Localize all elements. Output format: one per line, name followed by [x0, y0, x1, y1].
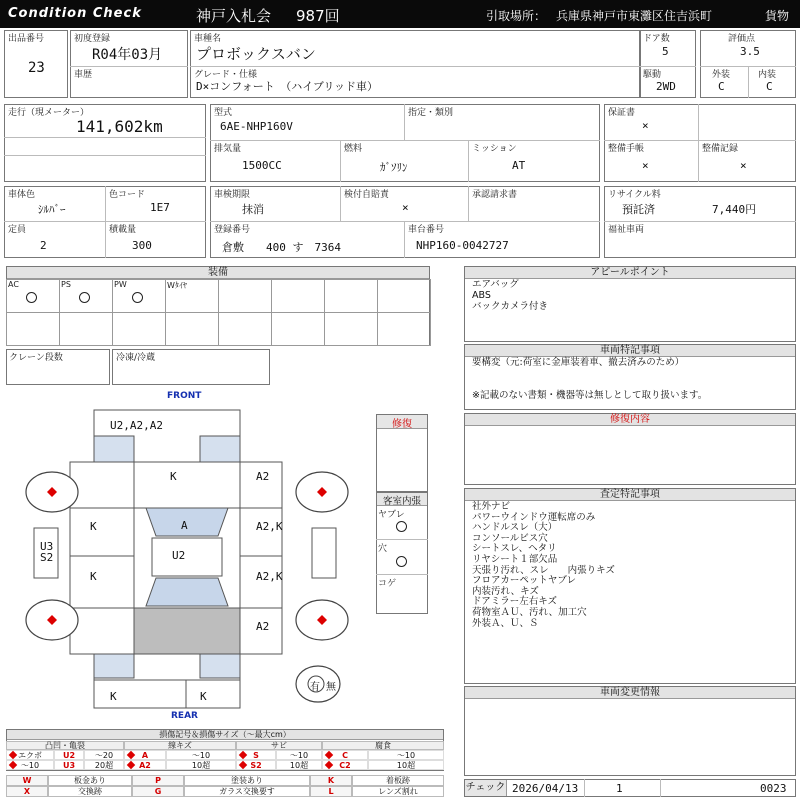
right-front-fender-damage: A2	[256, 470, 270, 483]
color-value: ｼﾙﾊﾞｰ	[38, 203, 66, 216]
special-lines	[472, 357, 707, 401]
legend-title: 損傷記号＆損傷サイズ（〜最大cm）	[7, 730, 443, 740]
history-label: 車歴	[74, 70, 93, 80]
legend-cell: U3	[54, 760, 84, 770]
front-label: FRONT	[167, 391, 202, 401]
equipment-label: PS	[61, 280, 71, 289]
int-label: 内装	[758, 70, 777, 80]
model-value: プロボックスバン	[196, 45, 316, 63]
record-value: ×	[740, 159, 747, 172]
legend-cell: U2	[54, 750, 84, 760]
mileage-value: 141,602km	[76, 117, 163, 136]
lot-label: 出品番号	[8, 34, 45, 44]
recycle-label: リサイクル料	[608, 190, 661, 200]
doors-value: 5	[662, 45, 669, 58]
special-line	[472, 368, 707, 379]
recycle-value: 7,440円	[712, 203, 757, 216]
grade-value: D×コンフォート （ハイブリッド車）	[196, 80, 378, 93]
score-label: 評価点	[728, 34, 756, 44]
assessment-line: ハンドルスレ（大）	[472, 522, 558, 534]
code-legend-cell: 板金あり	[48, 775, 132, 786]
code-legend-cell: X	[6, 786, 48, 797]
legend-cell: C	[322, 750, 368, 760]
displacement-value: 1500CC	[242, 159, 282, 172]
first-reg-label: 初度登録	[74, 34, 111, 44]
assessment-line: ドアミラー左右キズ	[472, 596, 558, 608]
change-title: 車両変更情報	[465, 687, 795, 699]
appeal-line: エアバッグ	[472, 279, 519, 290]
equipment-title: 装備	[7, 267, 429, 279]
repair-box-title: 修復	[377, 415, 427, 429]
score-value: 3.5	[740, 45, 760, 58]
legend-cell: 10超	[368, 760, 444, 770]
legend-cell: 〜10	[166, 750, 236, 760]
rear-right-damage: K	[200, 690, 207, 703]
brand: Condition Check	[8, 6, 142, 21]
equipment-label: Wﾀｲﾔ	[167, 281, 187, 290]
check-num: 1	[616, 782, 623, 795]
legend-cell: 10超	[166, 760, 236, 770]
front-bumper-damage: U2,A2,A2	[110, 419, 163, 432]
grade-label: グレード・仕様	[194, 70, 258, 80]
equipment-present-icon	[79, 292, 90, 306]
equipment-cell	[59, 312, 113, 346]
welfare-label: 福祉車両	[608, 225, 645, 235]
cabin-ana-circle	[396, 556, 407, 570]
spare-tire-none: 無	[326, 682, 336, 693]
record-label: 整備記録	[702, 144, 739, 154]
right-rear-quarter-damage: A2	[256, 620, 270, 633]
manual-value: ×	[642, 159, 649, 172]
code-legend-cell: G	[132, 786, 184, 797]
legend-group: 線キズ	[124, 741, 236, 750]
doors-label: ドア数	[643, 34, 670, 44]
cabin-koge: コゲ	[378, 579, 397, 589]
legend-cell: A2	[124, 760, 166, 770]
assessment-line: フロアカーペットヤブレ	[472, 575, 577, 587]
first-reg-value: R04年03月	[92, 47, 163, 63]
rear-label: REAR	[171, 711, 198, 721]
code-legend-cell: ガラス交換要す	[184, 786, 310, 797]
legend-cell: 〜20	[84, 750, 124, 760]
equipment-cell	[377, 312, 431, 346]
equipment-cell	[271, 312, 325, 346]
approval-label: 承認請求書	[472, 190, 518, 200]
pickup-place: 兵庫県神戸市東灘区住吉浜町	[556, 9, 713, 23]
code-legend-cell: L	[310, 786, 352, 797]
capacity-value: 2	[40, 239, 47, 252]
right-rear-door-damage: A2,K	[256, 570, 283, 583]
code-legend-cell: レンズ割れ	[352, 786, 444, 797]
code-legend-cell: K	[310, 775, 352, 786]
equipment-present-icon	[132, 292, 143, 306]
colorcode-label: 色コード	[109, 190, 146, 200]
cabin-yabure: ヤブレ	[378, 510, 405, 520]
fuel-value: ｶﾞｿﾘﾝ	[380, 161, 408, 174]
capacity-label: 定員	[8, 225, 27, 235]
hood-damage: K	[170, 470, 177, 483]
equipment-cell	[165, 312, 219, 346]
legend-cell: 〜10	[6, 760, 54, 770]
inspection-label: 車検期限	[214, 190, 251, 200]
legend-group: サビ	[236, 741, 322, 750]
mileage-label: 走行（現メーター）	[8, 108, 90, 118]
appeal-line: ABS	[472, 290, 491, 301]
code-legend-cell: 交換跡	[48, 786, 132, 797]
inspection-value: 抹消	[242, 203, 264, 216]
cabin-title: 客室内張	[377, 493, 427, 506]
rear-left-damage: K	[110, 690, 117, 703]
equipment-label: AC	[8, 280, 19, 289]
warranty-value: ×	[642, 119, 649, 132]
left-front-door-damage: K	[90, 520, 97, 533]
ext-label: 外装	[712, 70, 731, 80]
assessment-line: 社外ナビ	[472, 501, 511, 512]
legend-group: 凸凹・亀裂	[6, 741, 124, 750]
liability-label: 検付自賠責	[344, 190, 390, 200]
liability-value: ×	[402, 201, 409, 214]
assessment-line: コンソールビス穴	[472, 532, 548, 544]
assessment-line: 荷物室ＡＵ、汚れ、加工穴	[472, 606, 587, 618]
right-front-door-damage: A2,K	[256, 520, 283, 533]
special-line: 要構変（元:荷室に金庫装着車、撤去済みのため）	[472, 357, 685, 368]
equipment-cell	[324, 279, 378, 313]
fuel-label: 燃料	[344, 144, 363, 154]
code-legend-cell: 着板跡	[352, 775, 444, 786]
assessment-title: 査定特記事項	[465, 489, 795, 501]
assessment-line: 外装Ａ、Ｕ、Ｓ	[472, 617, 539, 629]
check-label: チェック	[465, 780, 507, 796]
equipment-present-icon	[26, 292, 37, 306]
left-side-damage: U3 S2	[40, 540, 54, 564]
equipment-label: PW	[114, 280, 127, 289]
assessment-line: パワーウインドウ運転席のみ	[472, 511, 596, 523]
legend-cell: C2	[322, 760, 368, 770]
auction-number: 987回	[296, 7, 340, 25]
regno-label: 登録番号	[214, 225, 251, 235]
assessment-lines	[472, 502, 615, 629]
legend-cell: エクボ	[6, 750, 54, 760]
type-label: 型式	[214, 108, 233, 118]
legend-cell: 10超	[276, 760, 322, 770]
special-line	[472, 379, 707, 390]
repair-title: 修復内容	[465, 414, 795, 426]
windshield-damage: A	[181, 519, 188, 532]
ext-value: C	[718, 80, 725, 93]
equipment-cell	[271, 279, 325, 313]
manual-label: 整備手帳	[608, 144, 645, 154]
type-value: 6AE-NHP160V	[220, 120, 293, 133]
mission-label: ミッション	[472, 144, 517, 154]
recycle-status: 預託済	[622, 203, 655, 216]
load-value: 300	[132, 239, 152, 252]
designation-label: 指定・類別	[408, 108, 454, 118]
change-panel	[464, 686, 796, 776]
load-label: 積載量	[109, 225, 137, 235]
appeal-line: バックカメラ付き	[472, 301, 549, 312]
legend-cell: 20超	[84, 760, 124, 770]
cabin-ana: 穴	[378, 544, 388, 554]
color-label: 車体色	[8, 190, 36, 200]
check-date: 2026/04/13	[512, 782, 579, 795]
drive-label: 駆動	[643, 70, 662, 80]
drive-value: 2WD	[656, 80, 676, 93]
lot-value: 23	[28, 60, 45, 76]
legend-cell: 〜10	[368, 750, 444, 760]
chassis-value: NHP160-0042727	[416, 239, 509, 252]
equipment-cell	[6, 312, 60, 346]
code-legend-cell: 塗装あり	[184, 775, 310, 786]
regno-value: 倉敷 400 す 7364	[222, 241, 341, 254]
appeal-title: アピールポイント	[465, 267, 795, 279]
special-title: 車両特記事項	[465, 345, 795, 357]
legend-cell: A	[124, 750, 166, 760]
equipment-cell	[112, 312, 166, 346]
warranty-label: 保証書	[608, 108, 636, 118]
code-legend-cell: P	[132, 775, 184, 786]
displacement-label: 排気量	[214, 144, 242, 154]
assessment-line: シートスレ、ヘタリ	[472, 543, 557, 555]
left-rear-door-damage: K	[90, 570, 97, 583]
assessment-line: 内装汚れ、キズ	[472, 585, 539, 597]
equipment-cell	[324, 312, 378, 346]
pickup-label: 引取場所：	[486, 9, 547, 23]
mission-value: AT	[512, 159, 526, 172]
cabin-yabure-circle	[396, 521, 407, 535]
model-label: 車種名	[194, 34, 222, 44]
crane-label: クレーン段数	[9, 353, 63, 363]
equipment-cell	[218, 279, 272, 313]
special-line: ※記載のない書類・機器等は無しとして取り扱います。	[472, 390, 708, 401]
legend-group: 腐食	[322, 741, 444, 750]
auction-name: 神戸入札会	[196, 7, 272, 25]
int-value: C	[766, 80, 773, 93]
equipment-cell	[218, 312, 272, 346]
assessment-line: リヤシート１部欠品	[472, 553, 558, 565]
chassis-label: 車台番号	[408, 225, 445, 235]
appeal-lines	[472, 279, 548, 312]
roof-damage: U2	[172, 549, 186, 562]
assessment-line: 天張り汚れ、スレ 内張りキズ	[472, 564, 615, 576]
legend-cell: S2	[236, 760, 276, 770]
spare-tire-yes: 有	[310, 682, 320, 693]
check-id: 0023	[760, 782, 787, 795]
legend-cell: 〜10	[276, 750, 322, 760]
fridge-label: 冷凍/冷蔵	[116, 353, 156, 363]
code-legend-cell: W	[6, 775, 48, 786]
equipment-cell	[377, 279, 431, 313]
vehicle-category: 貨物	[765, 9, 790, 23]
legend-cell: S	[236, 750, 276, 760]
colorcode-value: 1E7	[150, 201, 170, 214]
